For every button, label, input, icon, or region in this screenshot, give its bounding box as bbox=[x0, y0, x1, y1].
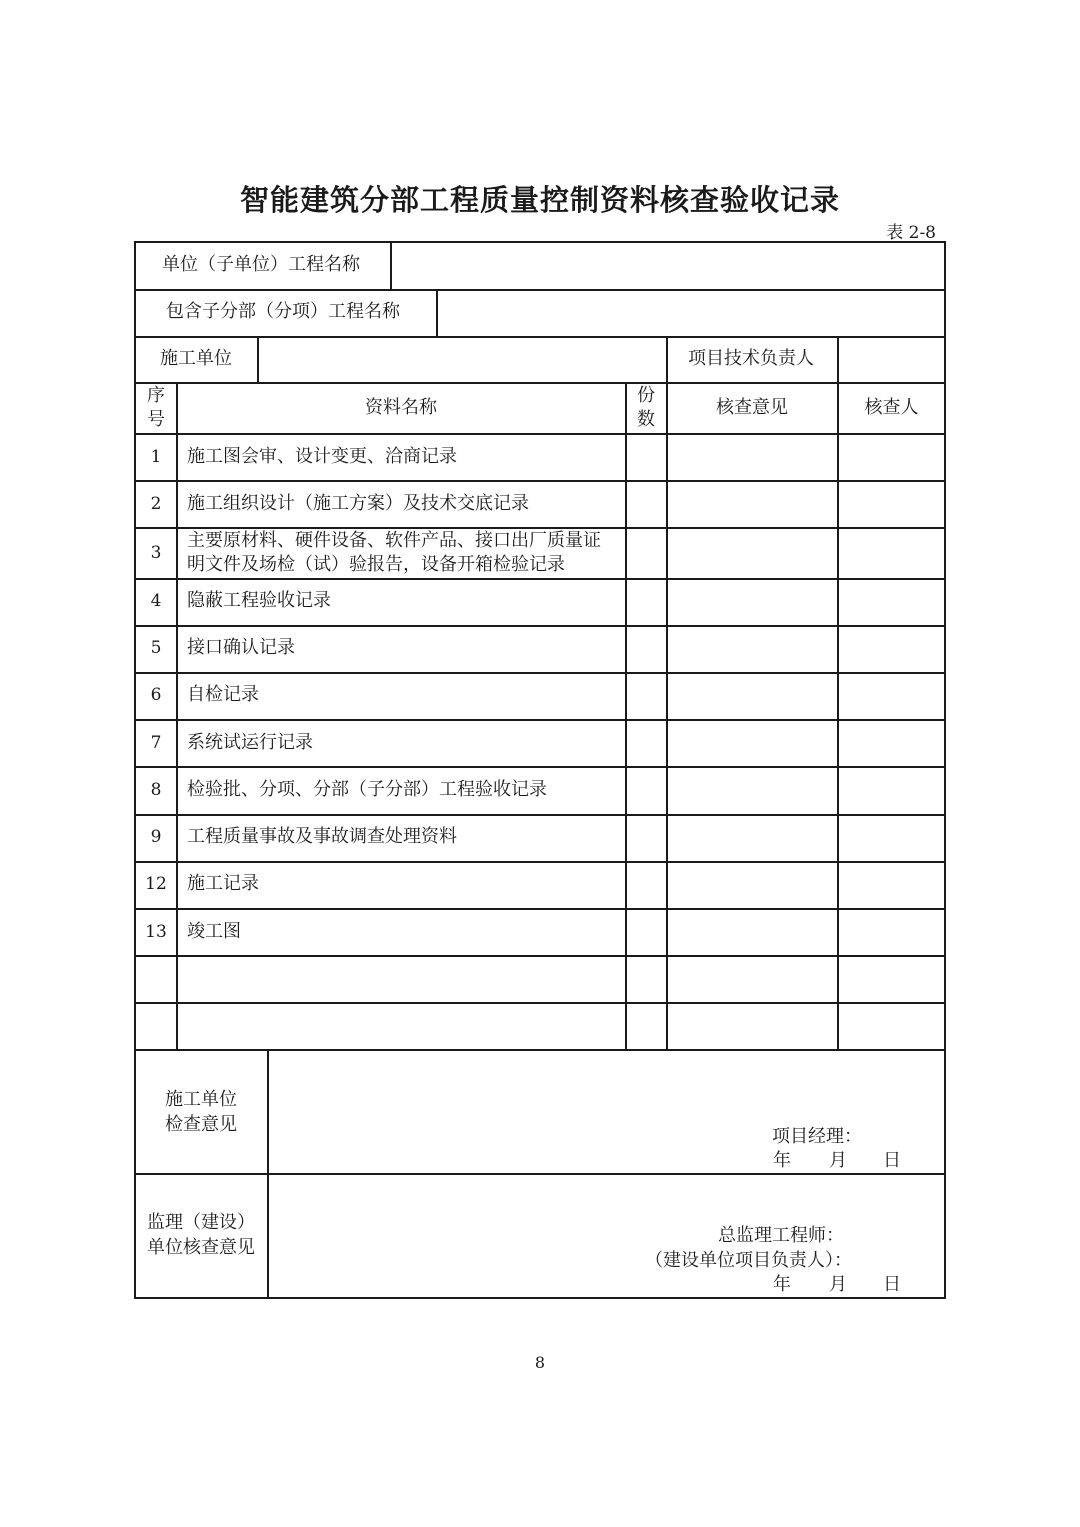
row-divider bbox=[135, 766, 945, 768]
supervision-check-label: 单位核查意见 bbox=[147, 1237, 255, 1258]
construction-check-label: 施工单位 bbox=[165, 1089, 237, 1110]
col-divider bbox=[625, 382, 627, 1049]
row-number: 1 bbox=[150, 447, 162, 467]
date-month: 月 bbox=[829, 1150, 847, 1171]
row-divider bbox=[135, 1173, 945, 1175]
col-divider bbox=[837, 382, 839, 1049]
row-document-name: 系统试运行记录 bbox=[187, 732, 313, 753]
row-document-name: 检验批、分项、分部（子分部）工程验收记录 bbox=[187, 779, 547, 800]
supervision-check-label: 监理（建设） bbox=[147, 1212, 255, 1233]
row-number: 3 bbox=[150, 543, 162, 563]
construction-unit-label: 施工单位 bbox=[160, 348, 232, 369]
unit-project-name-label: 单位（子单位）工程名称 bbox=[162, 254, 360, 275]
row-divider bbox=[135, 578, 945, 580]
col-divider bbox=[666, 382, 668, 1049]
row-document-name: 主要原材料、硬件设备、软件产品、接口出厂质量证 bbox=[187, 530, 601, 551]
row-number: 13 bbox=[145, 922, 167, 942]
owner-lead-signature: （建设单位项目负责人）： bbox=[645, 1250, 852, 1271]
row-divider bbox=[135, 1049, 945, 1051]
seq-header: 号 bbox=[147, 409, 165, 430]
row-number: 9 bbox=[150, 827, 162, 847]
row-document-name: 施工记录 bbox=[187, 873, 259, 894]
row-divider bbox=[135, 433, 945, 435]
row-divider bbox=[135, 1002, 945, 1004]
copies-header: 数 bbox=[637, 409, 655, 430]
row-divider bbox=[135, 955, 945, 957]
name-header: 资料名称 bbox=[365, 397, 437, 418]
row-number: 5 bbox=[150, 638, 162, 658]
row-document-name: 隐蔽工程验收记录 bbox=[187, 590, 331, 611]
date-year: 年 bbox=[773, 1274, 791, 1295]
seq-header: 序 bbox=[147, 385, 165, 406]
copies-header: 份 bbox=[637, 385, 655, 406]
construction-check-label: 检查意见 bbox=[165, 1114, 237, 1135]
col-divider bbox=[257, 336, 259, 382]
row-document-name: 接口确认记录 bbox=[187, 637, 295, 658]
tech-lead-label: 项目技术负责人 bbox=[688, 348, 814, 369]
project-manager-signature: 项目经理： bbox=[772, 1126, 862, 1147]
date-day: 日 bbox=[883, 1274, 901, 1295]
row-number: 4 bbox=[150, 591, 162, 611]
row-number: 7 bbox=[150, 733, 162, 753]
row-divider bbox=[135, 908, 945, 910]
row-number: 8 bbox=[150, 780, 162, 800]
row-document-name: 竣工图 bbox=[187, 921, 241, 942]
table-number: 表 2-8 bbox=[886, 223, 936, 243]
row-divider bbox=[135, 480, 945, 482]
row-divider bbox=[135, 672, 945, 674]
row-document-name: 施工组织设计（施工方案）及技术交底记录 bbox=[187, 493, 529, 514]
sub-division-name-label: 包含子分部（分项）工程名称 bbox=[166, 301, 400, 322]
row-number: 12 bbox=[145, 874, 167, 894]
col-divider bbox=[666, 336, 668, 382]
chief-supervisor-signature: 总监理工程师： bbox=[718, 1225, 844, 1246]
col-divider bbox=[176, 382, 178, 1049]
col-divider bbox=[390, 242, 392, 289]
row-divider bbox=[135, 289, 945, 291]
row-divider bbox=[135, 625, 945, 627]
row-document-name: 明文件及场检（试）验报告，设备开箱检验记录 bbox=[187, 554, 565, 575]
col-divider bbox=[436, 289, 438, 336]
row-document-name: 施工图会审、设计变更、洽商记录 bbox=[187, 446, 457, 467]
page-number: 8 bbox=[534, 1353, 546, 1372]
row-divider bbox=[135, 861, 945, 863]
date-day: 日 bbox=[883, 1150, 901, 1171]
col-divider bbox=[267, 1049, 269, 1298]
col-divider bbox=[837, 336, 839, 382]
row-document-name: 自检记录 bbox=[187, 684, 259, 705]
row-document-name: 工程质量事故及事故调查处理资料 bbox=[187, 826, 457, 847]
date-year: 年 bbox=[773, 1150, 791, 1171]
row-number: 2 bbox=[150, 494, 162, 514]
row-divider bbox=[135, 814, 945, 816]
row-divider bbox=[135, 382, 945, 384]
row-divider bbox=[135, 719, 945, 721]
date-month: 月 bbox=[829, 1274, 847, 1295]
checker-header: 核查人 bbox=[864, 397, 919, 418]
opinion-header: 核查意见 bbox=[716, 397, 788, 418]
page-title: 智能建筑分部工程质量控制资料核查验收记录 bbox=[239, 183, 840, 217]
row-number: 6 bbox=[150, 685, 162, 705]
